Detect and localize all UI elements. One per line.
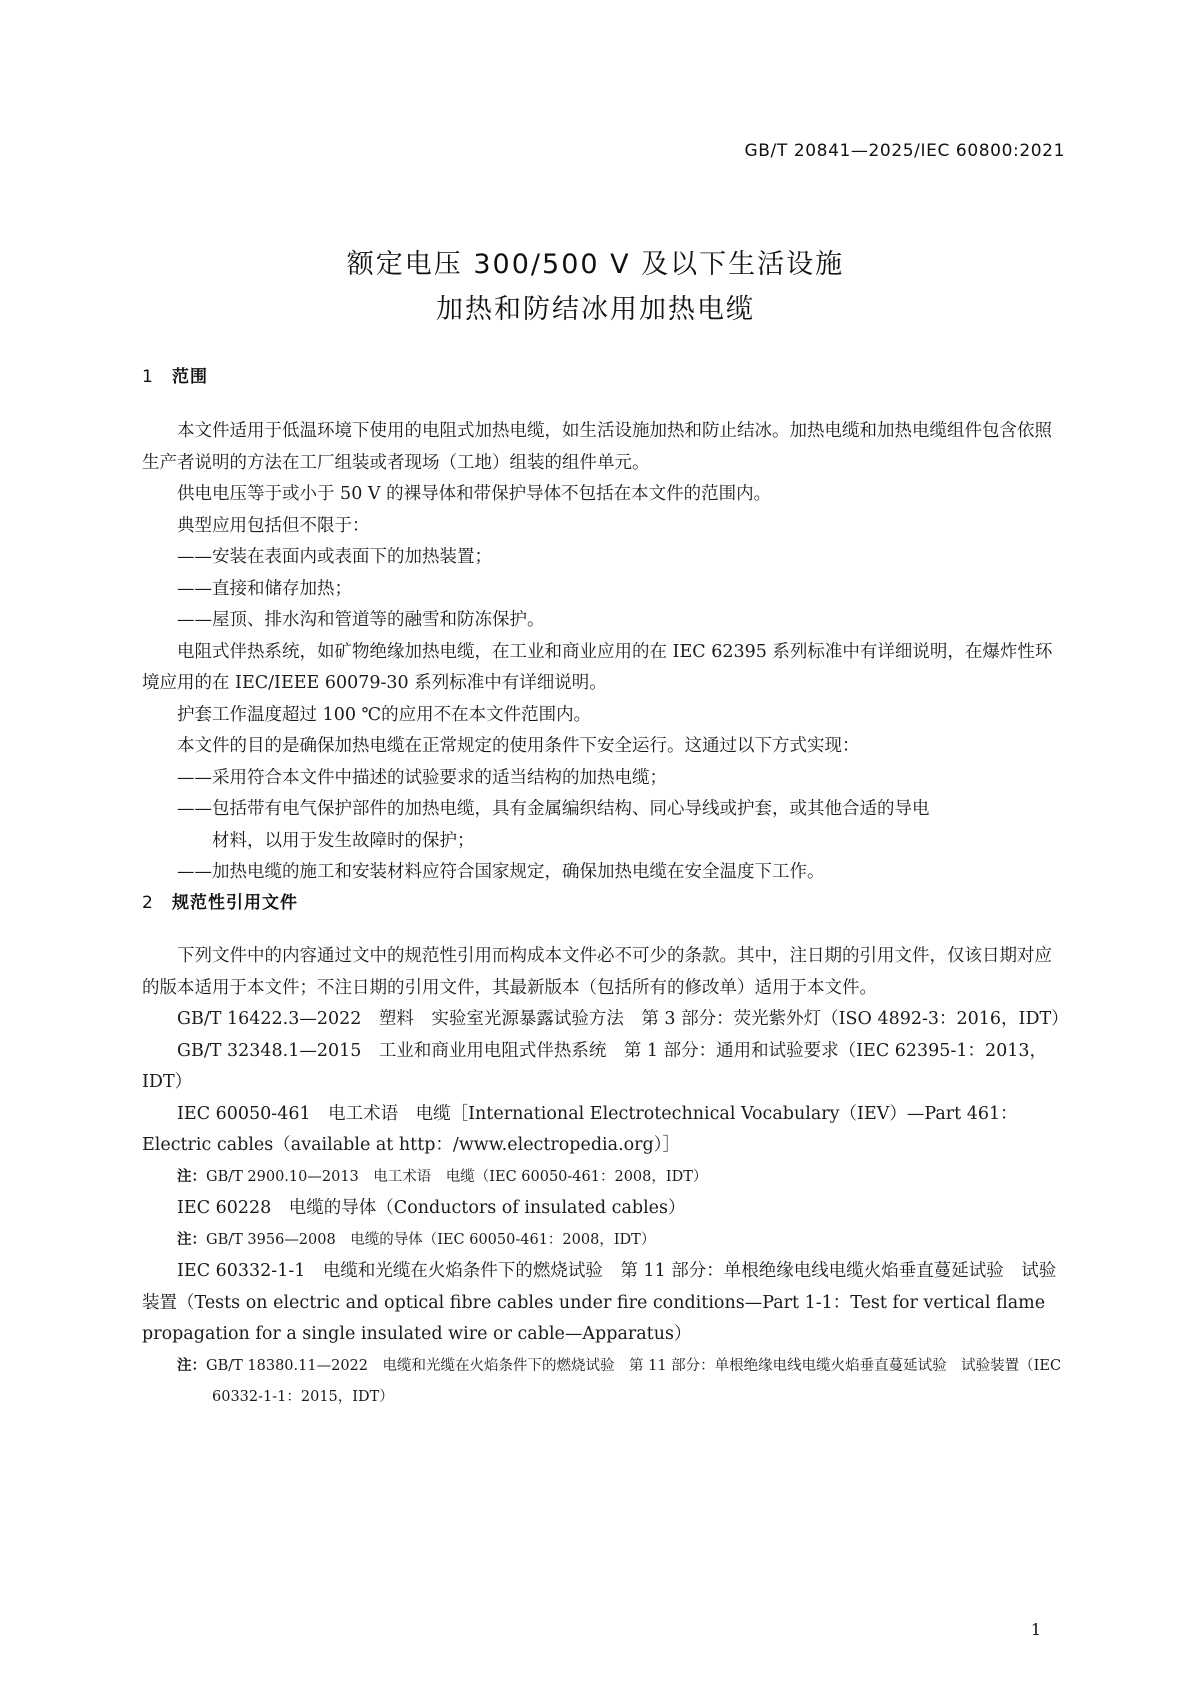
paragraph: 典型应用包括但不限于：: [177, 515, 370, 536]
section-1-body: [142, 416, 1062, 889]
reference-item: IEC 60050-461 电工术语 电缆［International Electrotechnical Vocabulary（IEV）—Part 461：Electric cables（available at http：/www.electropedia.org）］: [142, 1103, 1018, 1155]
section-1-heading: [142, 362, 208, 387]
page-number: 1: [1030, 1620, 1041, 1639]
list-item: ——直接和储存加热；: [177, 578, 352, 599]
paragraph: 供电电压等于或小于 50 V 的裸导体和带保护导体不包括在本文件的范围内。: [177, 484, 772, 504]
paragraph: 本文件适用于低温环境下使用的电阻式加热电缆，如生活设施加热和防止结冰。加热电缆和加热电缆组件包含依照生产者说明的方法在工厂组装或者现场（工地）组装的组件单元。: [142, 421, 1052, 473]
note-text: GB/T 2900.10—2013 电工术语 电缆（IEC 60050-461：2008，IDT）: [206, 1168, 708, 1185]
list-item: ——采用符合本文件中描述的试验要求的适当结构的加热电缆；: [177, 767, 667, 788]
section-2-title: 规范性引用文件: [172, 893, 298, 913]
reference-note: [142, 1351, 1062, 1414]
paragraph: 本文件的目的是确保加热电缆在正常规定的使用条件下安全运行。这通过以下方式实现：: [177, 736, 860, 756]
list-item: ——加热电缆的施工和安装材料应符合国家规定，确保加热电缆在安全温度下工作。: [177, 862, 825, 882]
list-item: ——包括带有电气保护部件的加热电缆，具有金属编织结构、同心导线或护套，或其他合适的导电: [177, 799, 930, 819]
reference-item: GB/T 16422.3—2022 塑料 实验室光源暴露试验方法 第 3 部分：荧光紫外灯（ISO 4892-3：2016，IDT）: [177, 1009, 1069, 1029]
standard-code: GB/T 20841—2025/IEC 60800:2021: [744, 141, 1065, 161]
section-2-body: [142, 941, 1069, 1414]
reference-item: IEC 60228 电缆的导体（Conductors of insulated cables）: [177, 1198, 686, 1218]
title-line-1: 额定电压 300/500 V 及以下生活设施: [346, 249, 845, 280]
document-title: [0, 242, 1191, 332]
title-line-2: 加热和防结冰用加热电缆: [436, 294, 755, 325]
reference-item: GB/T 32348.1—2015 工业和商业用电阻式伴热系统 第 1 部分：通用和试验要求（IEC 62395-1：2013，IDT）: [142, 1040, 1048, 1092]
reference-note: [142, 1162, 1062, 1194]
paragraph: 护套工作温度超过 100 ℃的应用不在本文件范围内。: [177, 704, 592, 725]
list-item-continuation: 材料，以用于发生故障时的保护；: [212, 830, 475, 851]
section-1-title: 范围: [172, 367, 208, 387]
note-label: 注：: [177, 1168, 206, 1185]
section-2-number: 2: [142, 893, 154, 913]
section-1-number: 1: [142, 367, 154, 387]
paragraph: 电阻式伴热系统，如矿物绝缘加热电缆，在工业和商业应用的在 IEC 62395 系列标准中有详细说明，在爆炸性环境应用的在 IEC/IEEE 60079-30 系列标准中有详细说明。: [142, 641, 1053, 693]
reference-note: [142, 1225, 1062, 1257]
section-2-heading: [142, 888, 298, 913]
paragraph: 下列文件中的内容通过文中的规范性引用而构成本文件必不可少的条款。其中，注日期的引用文件，仅该日期对应的版本适用于本文件；不注日期的引用文件，其最新版本（包括所有的修改单）适用于本文件。: [142, 946, 1052, 998]
note-text: GB/T 18380.11—2022 电缆和光缆在火焰条件下的燃烧试验 第 11 部分：单根绝缘电线电缆火焰垂直蔓延试验 试验装置（IEC 60332-1-1：2015，IDT）: [206, 1357, 1062, 1405]
note-label: 注：: [177, 1357, 206, 1374]
reference-item: IEC 60332-1-1 电缆和光缆在火焰条件下的燃烧试验 第 11 部分：单根绝缘电线电缆火焰垂直蔓延试验 试验装置（Tests on electric and optical fibre cables under fire conditions—Part 1-1：Test for vertical flame propagation for a single insulated wire or cable—Apparatus）: [142, 1261, 1057, 1344]
list-item: ——屋顶、排水沟和管道等的融雪和防冻保护。: [177, 610, 545, 630]
list-item: ——安装在表面内或表面下的加热装置；: [177, 547, 492, 567]
note-label: 注：: [177, 1231, 206, 1248]
note-text: GB/T 3956—2008 电缆的导体（IEC 60050-461：2008，IDT）: [206, 1231, 656, 1248]
